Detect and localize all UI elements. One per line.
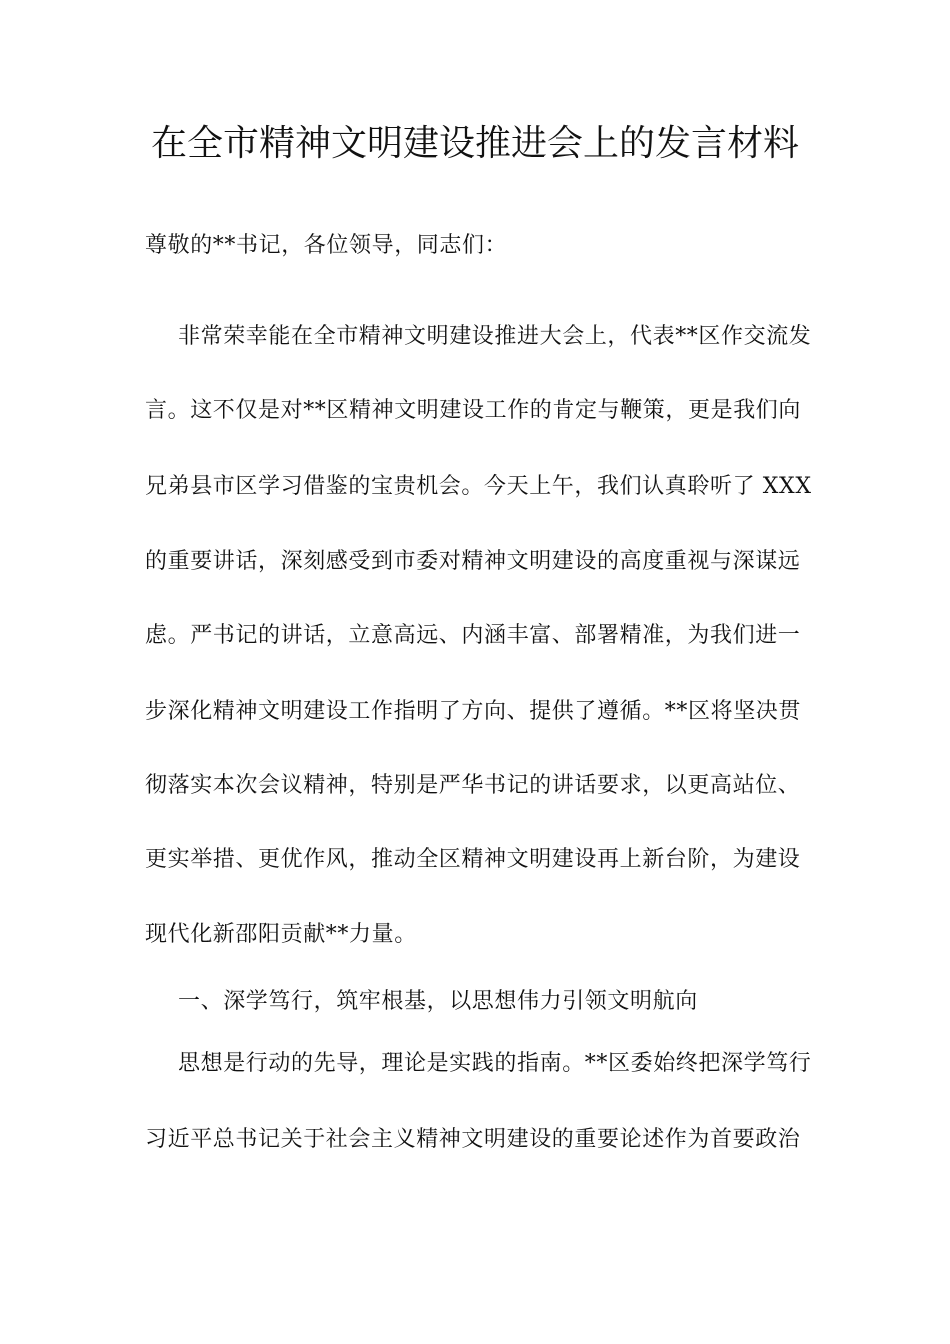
paragraph-line: 思想是行动的先导，理论是实践的指南。**区委始终把深学笃行 — [178, 1051, 812, 1076]
paragraph-line: 兄弟县市区学习借鉴的宝贵机会。今天上午，我们认真聆听了 XXX — [145, 474, 812, 499]
salutation: 尊敬的**书记，各位领导，同志们： — [145, 233, 508, 258]
paragraph-line: 习近平总书记关于社会主义精神文明建设的重要论述作为首要政治 — [145, 1127, 801, 1152]
paragraph-line: 非常荣幸能在全市精神文明建设推进大会上，代表**区作交流发 — [178, 324, 812, 349]
paragraph-line: 的重要讲话，深刻感受到市委对精神文明建设的高度重视与深谋远 — [145, 549, 801, 574]
paragraph-line: 虑。严书记的讲话，立意高远、内涵丰富、部署精准，为我们进一 — [145, 623, 801, 648]
paragraph-line: 言。这不仅是对**区精神文明建设工作的肯定与鞭策，更是我们向 — [145, 398, 802, 423]
paragraph-line: 彻落实本次会议精神，特别是严华书记的讲话要求，以更高站位、 — [145, 773, 801, 798]
paragraph-line: 现代化新邵阳贡献**力量。 — [145, 922, 417, 947]
document-title: 在全市精神文明建设推进会上的发言材料 — [150, 123, 799, 164]
paragraph-line: 步深化精神文明建设工作指明了方向、提供了遵循。**区将坚决贯 — [145, 699, 802, 724]
section-heading: 一、深学笃行，筑牢根基，以思想伟力引领文明航向 — [178, 989, 698, 1014]
paragraph-line: 更实举措、更优作风，推动全区精神文明建设再上新台阶，为建设 — [145, 847, 801, 872]
